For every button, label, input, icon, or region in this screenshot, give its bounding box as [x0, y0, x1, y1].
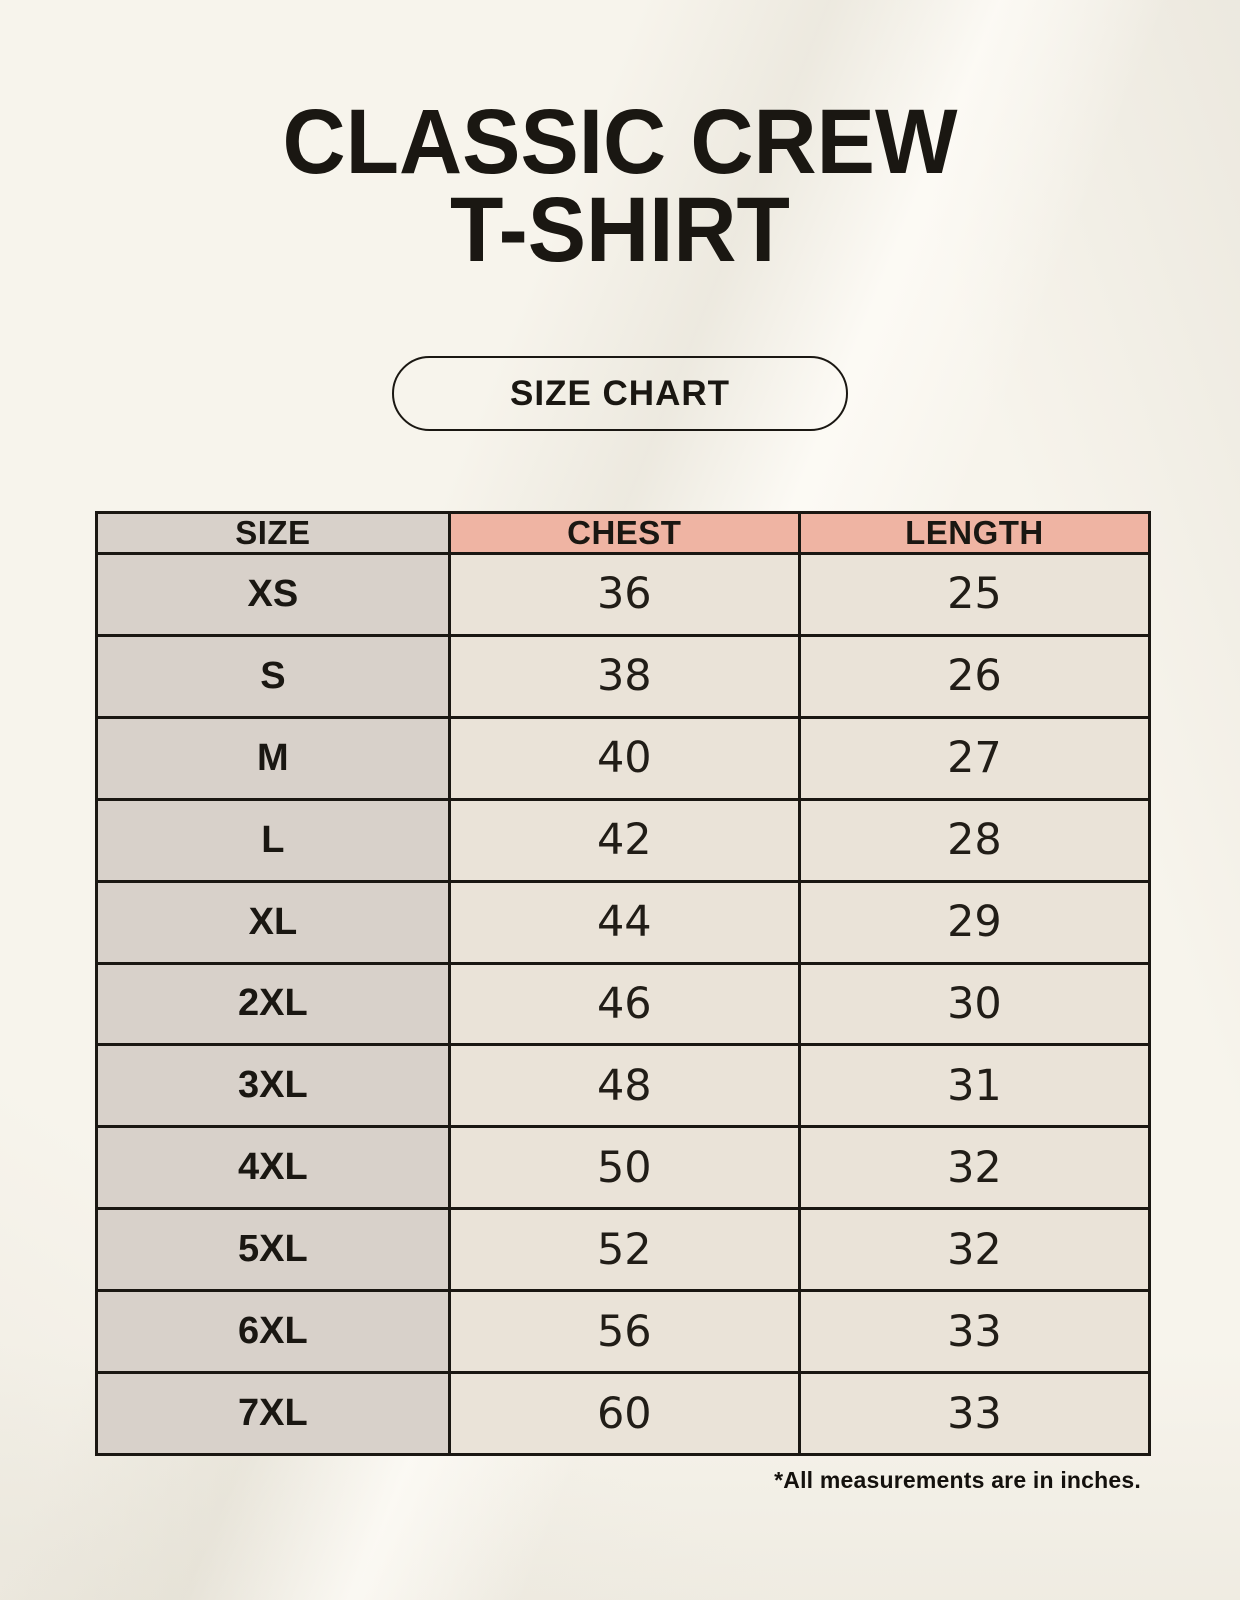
chest-cell: 60	[449, 1373, 799, 1455]
length-cell: 32	[799, 1209, 1149, 1291]
title-line-2: T-SHIRT	[450, 179, 790, 281]
table-row	[97, 1373, 1150, 1455]
length-cell: 33	[799, 1291, 1149, 1373]
table-row	[97, 963, 1150, 1045]
table-header-row	[97, 513, 1150, 554]
size-cell: XS	[97, 554, 450, 636]
chest-cell: 50	[449, 1127, 799, 1209]
chest-cell: 42	[449, 799, 799, 881]
header-cell-size: SIZE	[97, 513, 450, 554]
size-cell: 7XL	[97, 1373, 450, 1455]
table-row	[97, 1209, 1150, 1291]
chest-cell: 48	[449, 1045, 799, 1127]
size-cell: M	[97, 717, 450, 799]
length-cell: 27	[799, 717, 1149, 799]
page-title	[31, 91, 1209, 281]
length-cell: 31	[799, 1045, 1149, 1127]
table-row	[97, 1045, 1150, 1127]
length-cell: 25	[799, 554, 1149, 636]
table-row	[97, 717, 1150, 799]
table-row	[97, 635, 1150, 717]
chest-cell: 40	[449, 717, 799, 799]
size-cell: S	[97, 635, 450, 717]
chest-cell: 52	[449, 1209, 799, 1291]
chest-cell: 36	[449, 554, 799, 636]
size-cell: 6XL	[97, 1291, 450, 1373]
chest-cell: 56	[449, 1291, 799, 1373]
size-cell: XL	[97, 881, 450, 963]
length-cell: 33	[799, 1373, 1149, 1455]
length-cell: 29	[799, 881, 1149, 963]
chest-cell: 46	[449, 963, 799, 1045]
size-cell: 4XL	[97, 1127, 450, 1209]
size-cell: 2XL	[97, 963, 450, 1045]
chest-cell: 38	[449, 635, 799, 717]
length-cell: 32	[799, 1127, 1149, 1209]
table-row	[97, 1291, 1150, 1373]
length-cell: 30	[799, 963, 1149, 1045]
size-table	[95, 511, 1151, 1456]
header-cell-chest: CHEST	[449, 513, 799, 554]
size-chart-badge-label: SIZE CHART	[510, 373, 730, 413]
table-row	[97, 881, 1150, 963]
header-cell-length: LENGTH	[799, 513, 1149, 554]
size-cell: 5XL	[97, 1209, 450, 1291]
table-row	[97, 1127, 1150, 1209]
chest-cell: 44	[449, 881, 799, 963]
length-cell: 28	[799, 799, 1149, 881]
table-row	[97, 799, 1150, 881]
title-line-1: CLASSIC CREW	[282, 91, 958, 193]
measurements-footnote: *All measurements are in inches.	[774, 1467, 1141, 1493]
size-chart-badge	[392, 356, 848, 431]
table-row	[97, 554, 1150, 636]
length-cell: 26	[799, 635, 1149, 717]
table-body	[97, 554, 1150, 1455]
size-cell: 3XL	[97, 1045, 450, 1127]
size-cell: L	[97, 799, 450, 881]
